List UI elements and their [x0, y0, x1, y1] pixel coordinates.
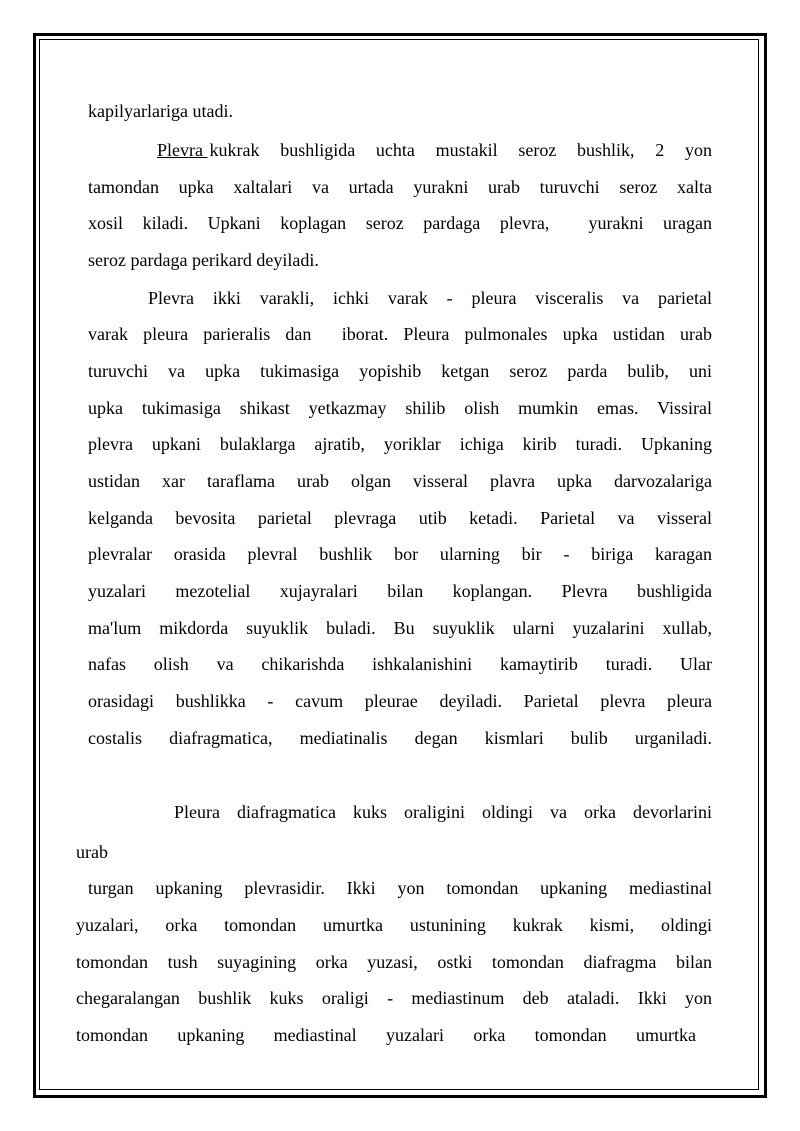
- text-line: orasidagi bushlikka - cavum pleurae deyiladi. Parietal plevra pleura: [88, 691, 712, 711]
- text-line: plevralar orasida plevral bushlik bor ularning bir - biriga karagan: [88, 544, 712, 564]
- text-line: kelganda bevosita parietal plevraga utib ketadi. Parietal va visseral: [88, 508, 712, 528]
- text-line: upka tukimasiga shikast yetkazmay shilib olish mumkin emas. Vissiral: [88, 398, 712, 418]
- text-line: tomondan tush suyagining orka yuzasi, ostki tomondan diafragma bilan: [76, 952, 712, 972]
- text-line: kukrak bushligida uchta mustakil seroz bushlik, 2 yon: [209, 140, 712, 160]
- text-line: chegaralangan bushlik kuks oraligi - mediastinum deb ataladi. Ikki yon: [76, 988, 712, 1008]
- text-line: yuzalari, orka tomondan umurtka ustunining kukrak kismi, oldingi: [76, 915, 712, 935]
- text-line: kapilyarlariga utadi.: [88, 101, 233, 121]
- text-line: xosil kiladi. Upkani koplagan seroz pardaga plevra, yurakni uragan: [88, 213, 712, 233]
- text-line: tomondan upkaning mediastinal yuzalari orka tomondan umurtka: [76, 1025, 696, 1045]
- text-line: seroz pardaga perikard deyiladi.: [88, 250, 319, 270]
- text-line: turuvchi va upka tukimasiga yopishib ketgan seroz parda bulib, uni: [88, 361, 712, 381]
- text-line: tamondan upka xaltalari va urtada yurakni urab turuvchi seroz xalta: [88, 177, 712, 197]
- text-line: varak pleura parieralis dan iborat. Pleura pulmonales upka ustidan urab: [88, 324, 712, 344]
- text-line: urab: [76, 842, 108, 862]
- text-line: Pleura diafragmatica kuks oraligini oldingi va orka devorlarini: [174, 802, 712, 822]
- text-line: ma'lum mikdorda suyuklik buladi. Bu suyuklik ularni yuzalarini xullab,: [88, 618, 712, 638]
- text-line: plevra upkani bulaklarga ajratib, yoriklar ichiga kirib turadi. Upkaning: [88, 434, 712, 454]
- text-line: Plevra ikki varakli, ichki varak - pleura visceralis va parietal: [148, 288, 712, 308]
- text-line: ustidan xar taraflama urab olgan visseral plavra upka darvozalariga: [88, 471, 712, 491]
- paragraph-plevra-first-line: [157, 139, 712, 161]
- text-line: turgan upkaning plevrasidir. Ikki yon tomondan upkaning mediastinal: [88, 878, 712, 898]
- text-line: nafas olish va chikarishda ishkalanishini kamaytirib turadi. Ular: [88, 654, 712, 674]
- text-line: costalis diafragmatica, mediatinalis degan kismlari bulib urganiladi.: [88, 728, 712, 748]
- text-line: yuzalari mezotelial xujayralari bilan koplangan. Plevra bushligida: [88, 581, 712, 601]
- term-plevra: Plevra: [157, 140, 208, 160]
